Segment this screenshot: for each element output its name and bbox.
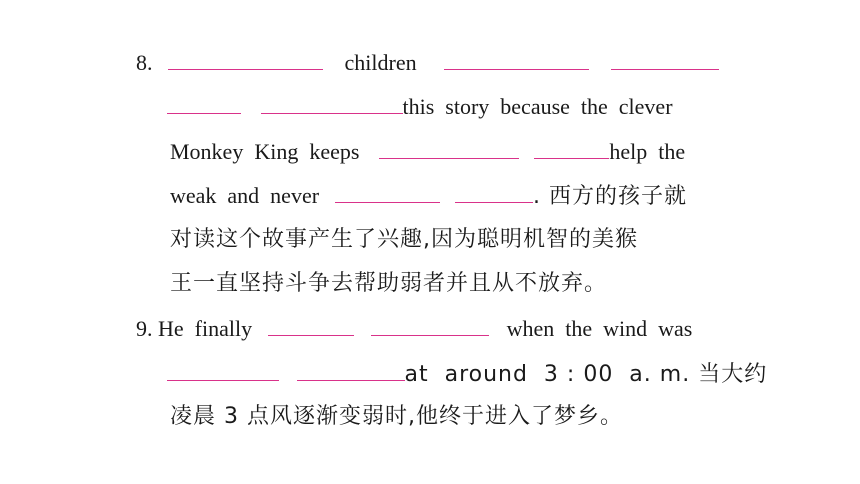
q8-blank-7[interactable] <box>534 136 609 159</box>
q9-blank-4[interactable] <box>297 358 405 381</box>
q8-word-children: children <box>344 50 417 75</box>
q8-line-6: 王一直坚持斗争去帮助弱者并且从不放弃。 <box>170 271 608 296</box>
q8-line-3-text-b: help the <box>609 139 686 164</box>
q8-line-3-text-a: Monkey King keeps <box>170 139 360 164</box>
q9-line-1 <box>136 313 692 344</box>
q8-line-5: 对读这个故事产生了兴趣,因为聪明机智的美猴 <box>170 227 638 252</box>
q8-blank-1[interactable] <box>168 47 323 70</box>
q8-line-3 <box>170 136 685 167</box>
q8-blank-6[interactable] <box>379 136 519 159</box>
q9-line-1-text-b: when the wind was <box>506 316 693 341</box>
q8-blank-9[interactable] <box>455 180 533 203</box>
q9-line-2-text: at around 3 : 00 a. m. 当大约 <box>404 362 768 387</box>
q8-line-2-text: this story because the clever <box>402 94 673 119</box>
q9-number: 9. <box>136 316 153 341</box>
q9-blank-2[interactable] <box>371 313 489 336</box>
q8-blank-4[interactable] <box>167 91 241 114</box>
q8-line-4 <box>170 180 687 212</box>
q9-blank-1[interactable] <box>268 313 354 336</box>
q8-blank-3[interactable] <box>611 47 719 70</box>
q8-line-1 <box>136 47 725 78</box>
q8-blank-8[interactable] <box>335 180 440 203</box>
q8-line-4-text-a: weak and never <box>170 183 320 208</box>
q8-blank-2[interactable] <box>444 47 589 70</box>
q8-blank-5[interactable] <box>261 91 403 114</box>
q9-line-1-text-a: He finally <box>158 316 253 341</box>
q9-blank-3[interactable] <box>167 358 279 381</box>
q8-line-2 <box>165 91 673 122</box>
q9-line-3: 凌晨 3 点风逐渐变弱时,他终于进入了梦乡。 <box>170 404 623 429</box>
q8-number: 8. <box>136 50 153 75</box>
q8-line-4-text-b: . 西方的孩子就 <box>533 184 688 209</box>
q9-line-2 <box>165 358 767 390</box>
